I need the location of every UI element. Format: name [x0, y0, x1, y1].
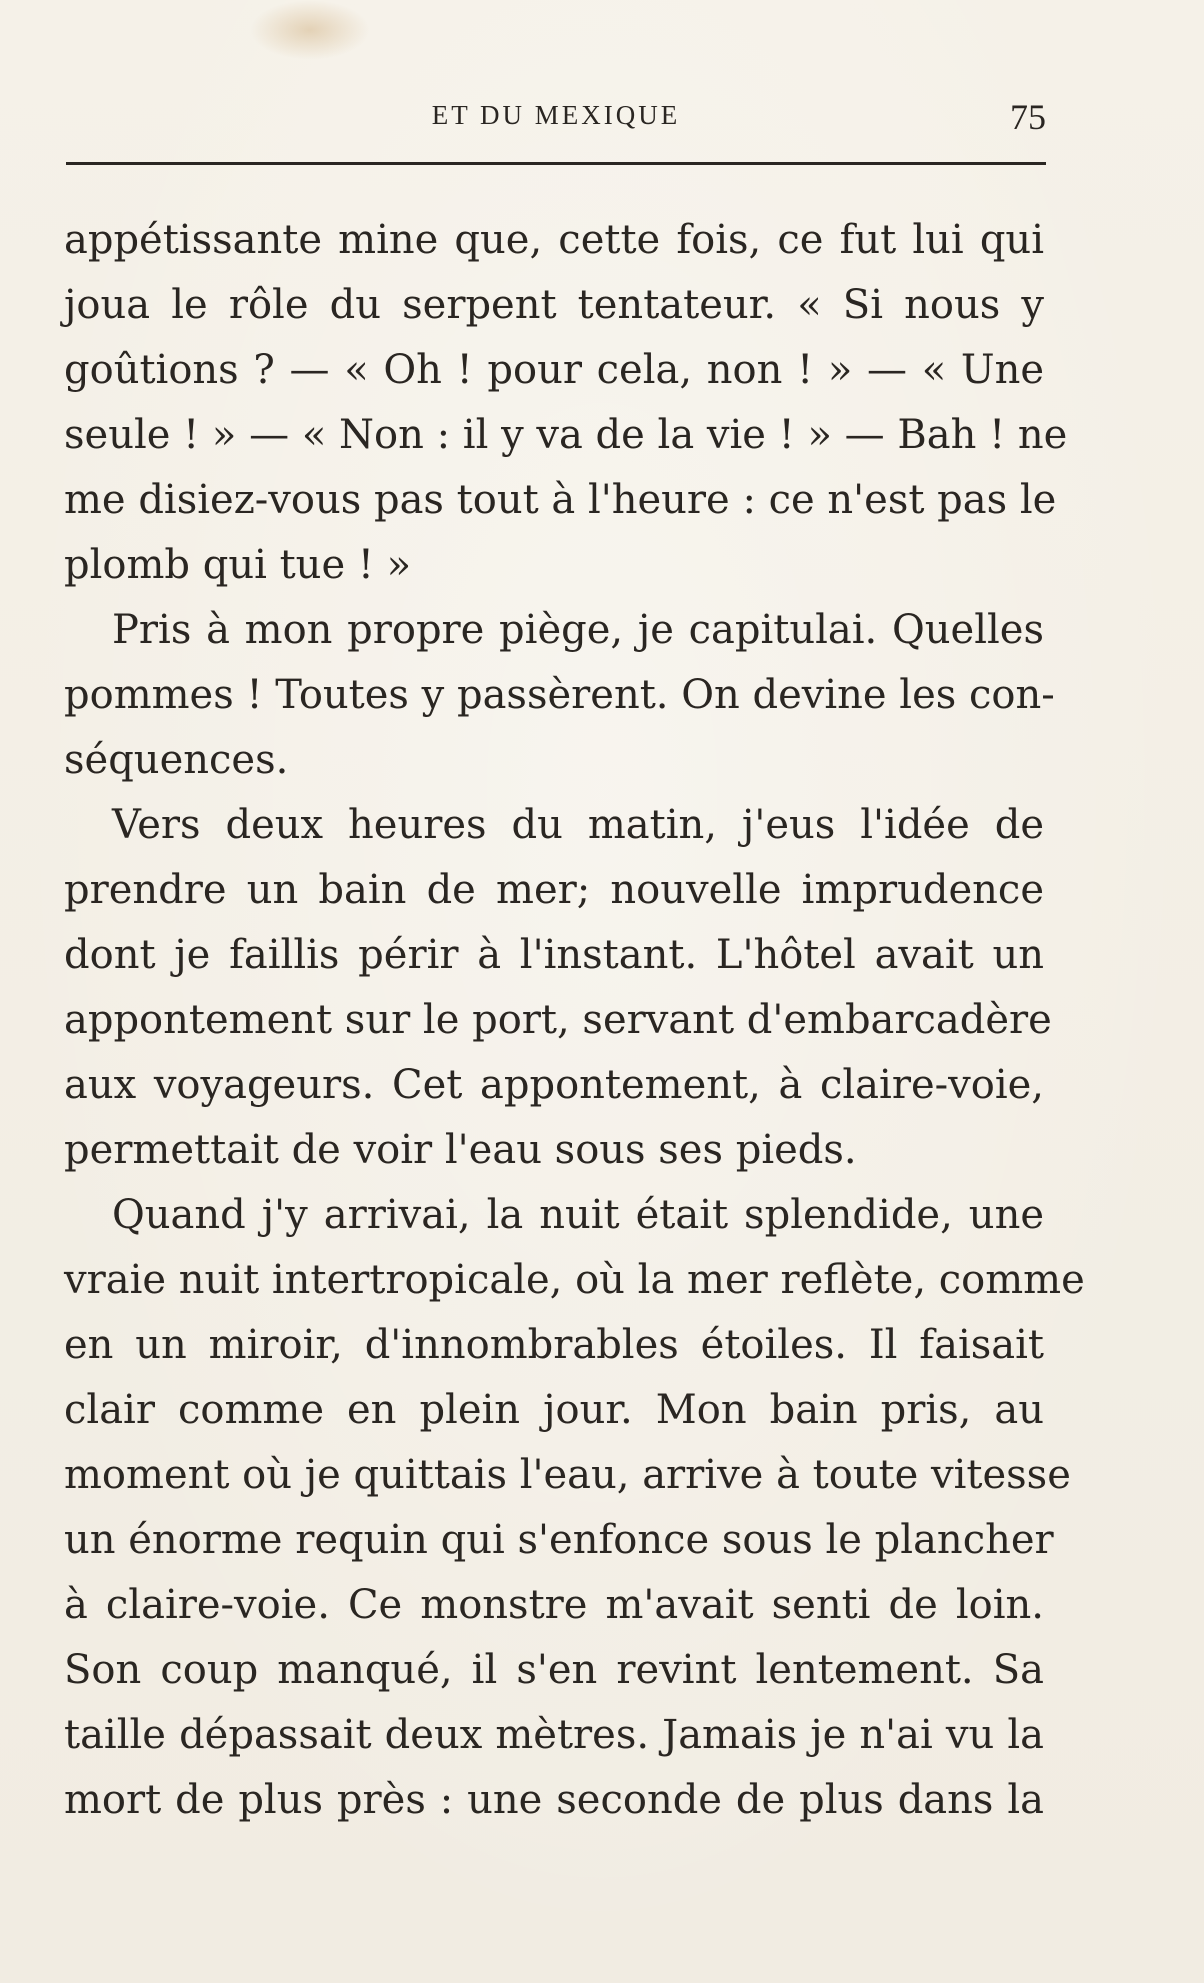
text-line: seule ! » — « Non : il y va de la vie ! » — Bah ! ne	[64, 412, 1068, 458]
running-head: ET DU MEXIQUE	[431, 100, 681, 130]
page-number: 75	[1010, 97, 1046, 137]
text-line: en un miroir, d'innombrables étoiles. Il faisait	[64, 1322, 1044, 1368]
text-line: Vers deux heures du matin, j'eus l'idée de	[112, 802, 1044, 848]
text-line: un énorme requin qui s'enfonce sous le plancher	[64, 1517, 1054, 1563]
text-line: permettait de voir l'eau sous ses pieds.	[64, 1127, 857, 1173]
text-line: moment où je quittais l'eau, arrive à toute vitesse	[64, 1452, 1071, 1498]
text-line: aux voyageurs. Cet appontement, à claire-voie,	[64, 1062, 1044, 1108]
text-line: à claire-voie. Ce monstre m'avait senti de loin.	[64, 1582, 1044, 1628]
paper-stain	[250, 0, 370, 60]
text-line: Quand j'y arrivai, la nuit était splendide, une	[112, 1192, 1044, 1238]
text-line: prendre un bain de mer; nouvelle imprudence	[64, 867, 1044, 913]
text-line: dont je faillis périr à l'instant. L'hôtel avait un	[64, 932, 1044, 978]
text-line: me disiez-vous pas tout à l'heure : ce n'est pas le	[64, 477, 1057, 523]
text-line: joua le rôle du serpent tentateur. « Si nous y	[64, 282, 1044, 328]
text-line: mort de plus près : une seconde de plus dans la	[64, 1777, 1044, 1823]
text-line: appétissante mine que, cette fois, ce fut lui qui	[64, 217, 1044, 263]
text-line: Pris à mon propre piège, je capitulai. Quelles	[112, 607, 1044, 653]
page-header	[66, 96, 1046, 136]
header-rule	[66, 162, 1046, 165]
text-line: clair comme en plein jour. Mon bain pris, au	[64, 1387, 1044, 1433]
text-line: séquences.	[64, 737, 289, 783]
body-text	[64, 208, 1085, 1833]
text-line: appontement sur le port, servant d'embarcadère	[64, 997, 1052, 1043]
text-line: plomb qui tue ! »	[64, 542, 412, 588]
text-line: taille dépassait deux mètres. Jamais je n'ai vu la	[64, 1712, 1044, 1758]
text-line: goûtions ? — « Oh ! pour cela, non ! » — « Une	[64, 347, 1044, 393]
text-line: vraie nuit intertropicale, où la mer reflète, comme	[64, 1257, 1085, 1303]
text-line: Son coup manqué, il s'en revint lentement. Sa	[64, 1647, 1044, 1693]
text-line: pommes ! Toutes y passèrent. On devine les con-	[64, 672, 1055, 718]
